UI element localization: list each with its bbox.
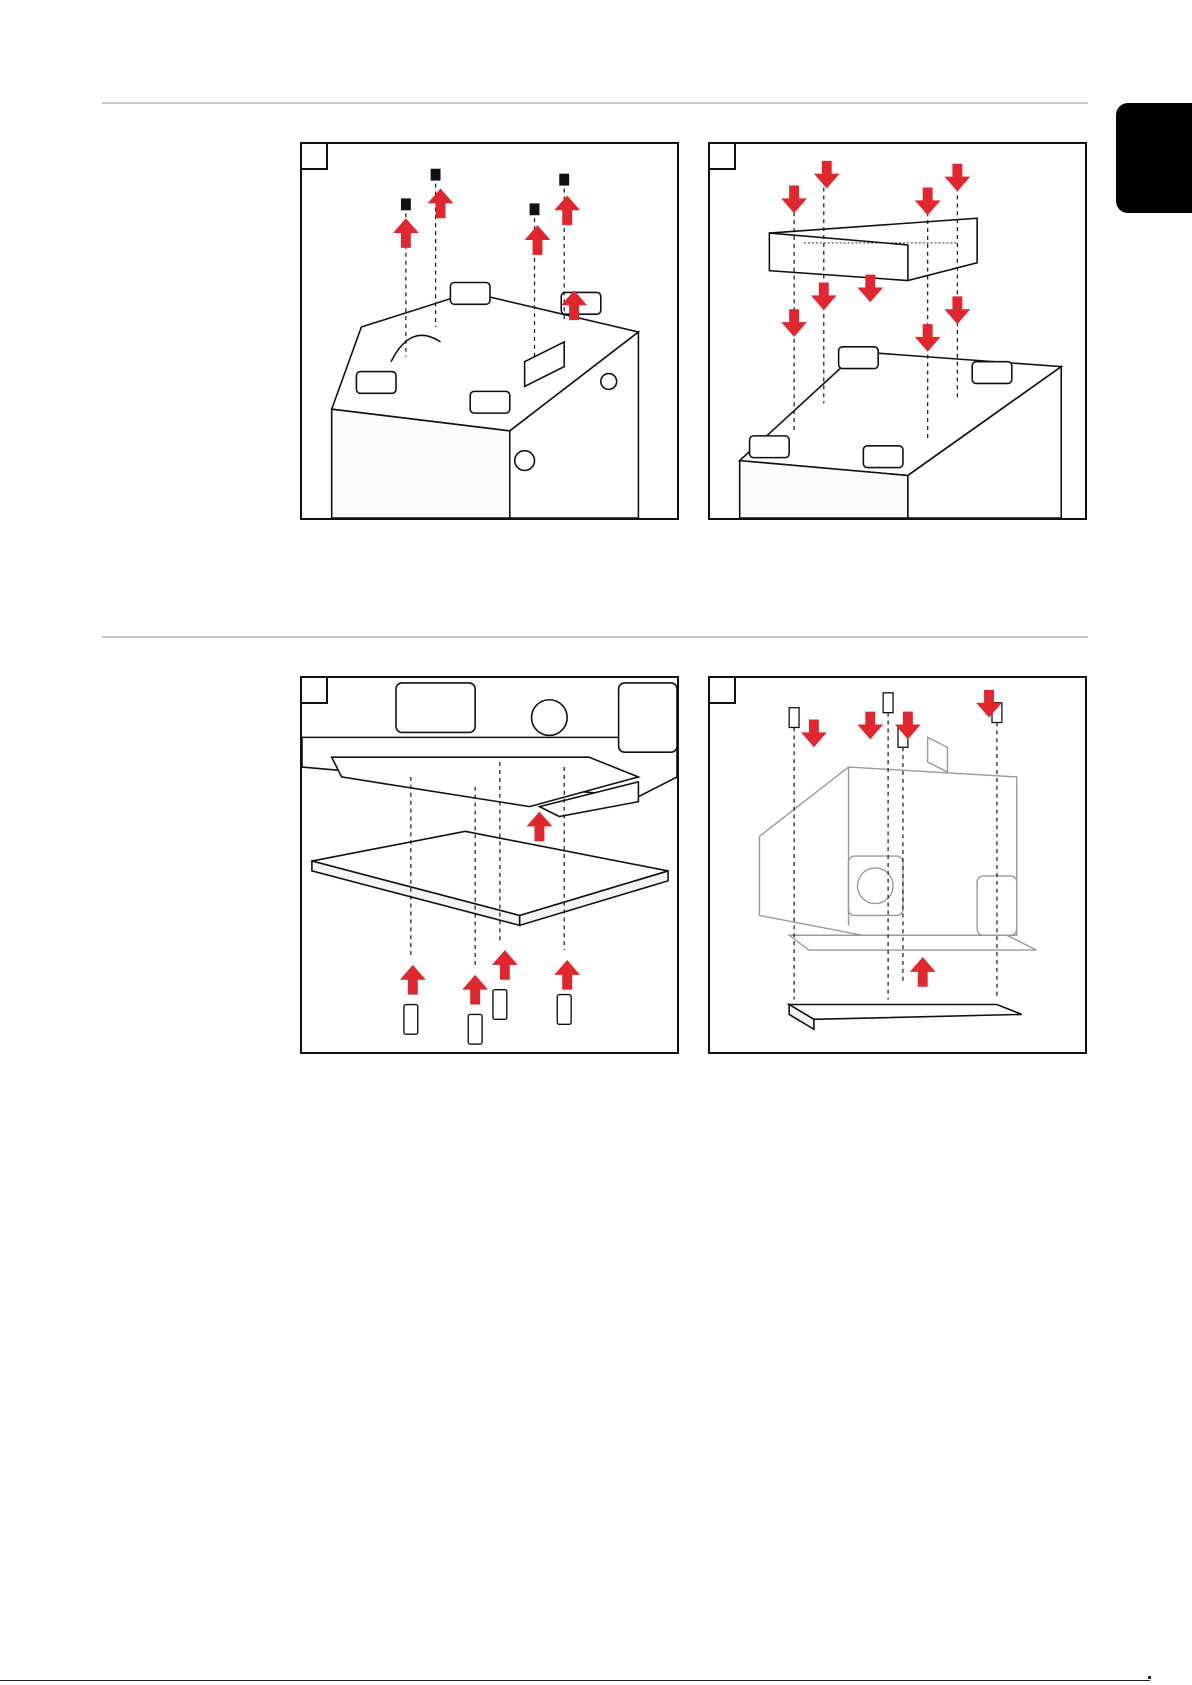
footer-rule: [0, 1680, 1150, 1681]
illustration-step-3: [300, 676, 679, 1054]
step-number-box: [710, 144, 736, 170]
section-divider-middle: [102, 636, 1088, 638]
assembly-illustration: [302, 678, 677, 1052]
arrow-up-icons: [910, 957, 936, 987]
footer-mark: [1148, 1676, 1151, 1679]
illustration-step-4: [708, 676, 1087, 1054]
step-number-box: [710, 678, 736, 704]
step-number-box: [302, 144, 328, 170]
illustration-step-2: [708, 142, 1087, 520]
assembly-illustration: [710, 144, 1085, 518]
assembly-illustration: [302, 144, 677, 518]
section-divider-top: [102, 102, 1088, 104]
assembly-illustration: [710, 678, 1085, 1052]
step-number-box: [302, 678, 328, 704]
illustration-step-1: [300, 142, 679, 520]
language-tab: [1116, 103, 1192, 213]
